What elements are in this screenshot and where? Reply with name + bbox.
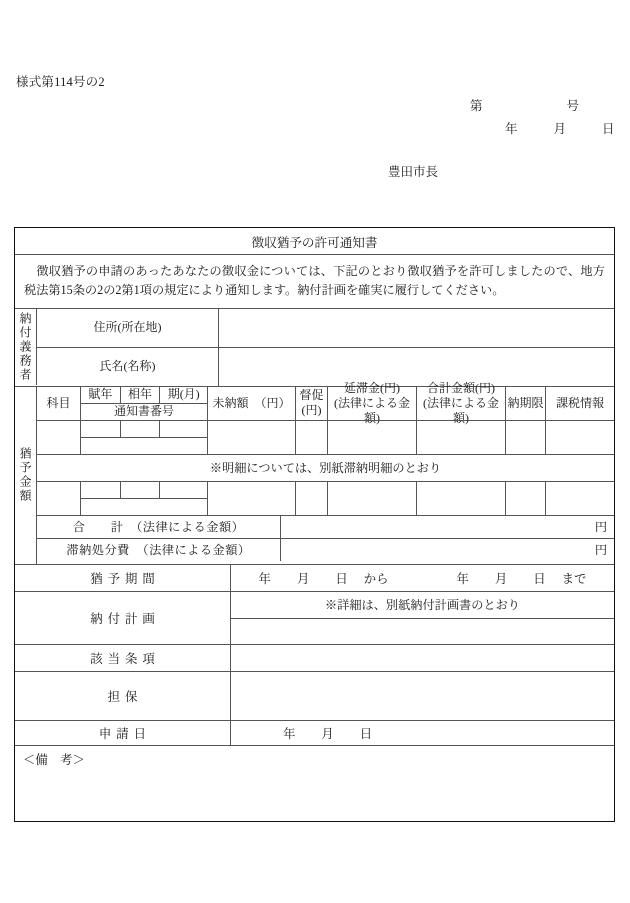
address-label: 住所(所在地)	[37, 309, 219, 347]
name-label: 氏名(名称)	[37, 348, 219, 386]
period-month-2: 月	[494, 571, 508, 586]
deferment-vertical-label: 猶予金額	[15, 387, 37, 564]
document-number-line	[470, 96, 579, 114]
taxpayer-section	[15, 308, 614, 386]
period-day: 日	[335, 571, 348, 586]
apply-month: 月	[321, 726, 334, 741]
taxpayer-name-row	[37, 347, 614, 386]
cell-goukei-kingaku[interactable]	[417, 421, 506, 454]
header-ki-tsuki: 期(月)	[167, 387, 200, 402]
period-to: まで	[561, 571, 587, 586]
header-tokusoku	[296, 387, 328, 420]
cell-tsuuchisho-bangou[interactable]	[81, 437, 207, 454]
date-month-label: 月	[553, 122, 567, 136]
cell-kamoku[interactable]	[37, 482, 81, 515]
cell-entaikin[interactable]	[328, 421, 417, 454]
header-goukei-line1: 合計金額(円)	[427, 380, 495, 395]
applicable-clause-value[interactable]	[231, 645, 614, 671]
document-title: 徴収猶予の許可通知書	[251, 235, 378, 250]
period-from: から	[363, 571, 389, 586]
collateral-value[interactable]	[231, 672, 614, 720]
cell-kazei-jouhou[interactable]	[546, 482, 614, 515]
form-table	[14, 227, 615, 822]
header-goukei-kingaku	[417, 380, 506, 425]
deferment-note: ※明細については、別紙滞納明細のとおり	[37, 454, 614, 481]
cell-sou-nen[interactable]	[121, 482, 161, 498]
header-sou-nen: 相年	[121, 387, 161, 403]
form-number: 様式第114号の2	[16, 75, 105, 89]
taxpayer-vertical-label: 納付義務者	[15, 309, 37, 385]
header-kamoku: 科目	[37, 387, 81, 420]
period-year-2: 年	[456, 571, 469, 586]
table-row	[37, 481, 614, 515]
header-minoufu-gaku: 未納額 （円）	[208, 387, 296, 420]
date-year-label: 年	[505, 122, 518, 136]
total-shobunhi-label: 滞納処分費 （法律による金額）	[37, 539, 281, 561]
cell-noukigen[interactable]	[506, 482, 546, 515]
row-application-date	[15, 720, 614, 745]
header-entaikin-line1: 延滞金(円)	[344, 380, 400, 395]
header-fu-nen: 賦年	[81, 387, 121, 403]
cell-kazei-jouhou[interactable]	[546, 421, 614, 454]
cell-minoufu-gaku[interactable]	[208, 482, 296, 515]
cell-fu-nen[interactable]	[81, 421, 121, 437]
header-entaikin-line2: (法律による金額)	[334, 395, 410, 425]
row-applicable-clause	[15, 644, 614, 671]
cell-noukigen[interactable]	[506, 421, 546, 454]
cell-tsuuchisho-bangou[interactable]	[81, 498, 207, 515]
row-payment-plan	[15, 591, 614, 644]
applicable-clause-label: 該当条項	[15, 645, 231, 671]
issuer-name: 豊田市長	[388, 165, 439, 179]
header-kazei-jouhou: 課税情報	[555, 395, 604, 410]
header-tokusoku-line1: 督促	[299, 388, 324, 403]
header-entaikin	[328, 380, 417, 425]
document-number-suffix: 号	[566, 99, 580, 113]
deferment-period-label: 猶予期間	[15, 565, 231, 591]
total-row-goukei	[37, 515, 614, 538]
cell-tokusoku[interactable]	[296, 421, 328, 454]
collateral-label: 担保	[15, 672, 231, 720]
document-date-line	[505, 119, 615, 137]
remarks-label: ＜備 考＞	[23, 752, 85, 767]
total-goukei-unit: 円	[594, 520, 607, 535]
total-goukei-value[interactable]	[281, 516, 614, 538]
apply-year: 年	[283, 726, 296, 741]
date-day-label: 日	[602, 122, 615, 136]
period-month: 月	[296, 571, 310, 586]
total-goukei-label: 合 計 （法律による金額）	[37, 516, 281, 538]
deferment-header-row	[37, 380, 614, 425]
deferment-section	[15, 380, 614, 564]
header-noukigen: 納期限	[506, 387, 546, 420]
payment-plan-label: 納付計画	[15, 592, 231, 644]
apply-day: 日	[359, 726, 373, 741]
payment-plan-value[interactable]	[231, 618, 614, 644]
row-deferment-period	[15, 564, 614, 591]
deferment-period-value[interactable]	[231, 565, 614, 591]
total-shobunhi-unit: 円	[594, 543, 607, 558]
cell-entaikin[interactable]	[328, 482, 417, 515]
application-date-label: 申請日	[15, 721, 231, 745]
period-year: 年	[258, 571, 271, 586]
header-tsuuchisho-bangou: 通知書番号	[81, 403, 207, 420]
cell-goukei-kingaku[interactable]	[417, 482, 506, 515]
taxpayer-address-row	[37, 309, 614, 347]
table-row	[37, 420, 614, 454]
cell-minoufu-gaku[interactable]	[208, 421, 296, 454]
period-day-2: 日	[533, 571, 546, 586]
header-goukei-line2: (法律による金額)	[423, 395, 499, 425]
cell-ki-tsuki[interactable]	[160, 421, 207, 437]
total-shobunhi-value[interactable]	[281, 539, 614, 561]
intro-paragraph: 徴収猶予の申請のあったあなたの徴収金については、下記のとおり徴収猶予を許可しましたので、地方税法第15条の2の2第1項の規定により通知します。納付計画を確実に履行してください。	[15, 254, 614, 308]
cell-fu-nen[interactable]	[81, 482, 121, 498]
application-date-value[interactable]	[231, 721, 614, 745]
remarks-section[interactable]	[15, 745, 614, 821]
cell-kamoku[interactable]	[37, 421, 81, 454]
document-number-label: 第	[470, 99, 483, 113]
header-tokusoku-line2: (円)	[301, 403, 322, 418]
row-collateral	[15, 671, 614, 720]
address-value[interactable]	[219, 309, 614, 347]
cell-ki-tsuki[interactable]	[160, 482, 207, 498]
cell-sou-nen[interactable]	[121, 421, 161, 437]
cell-tokusoku[interactable]	[296, 482, 328, 515]
total-row-taino-shobunhi	[37, 538, 614, 561]
payment-plan-note: ※詳細は、別紙納付計画書のとおり	[325, 598, 520, 613]
